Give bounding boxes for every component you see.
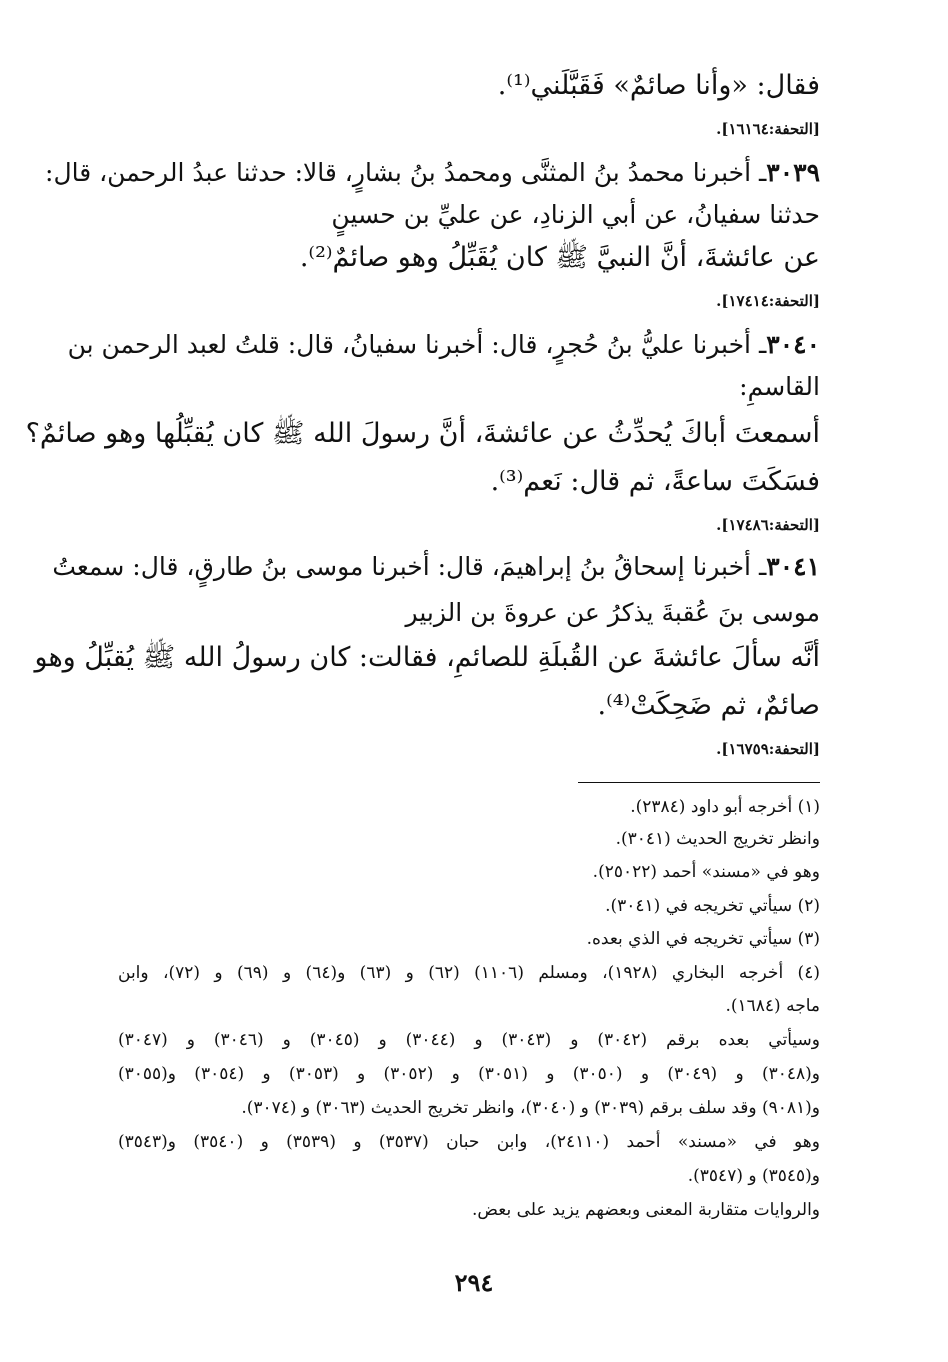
footnote-line: ماجه (١٦٨٤).	[725, 996, 820, 1016]
hadith-number: ٣٠٣٩	[766, 158, 820, 187]
text-line: ـ أخبرنا عليُّ بنُ حُجرٍ، قال: أخبرنا سفيانُ، قال: قلتُ لعبد الرحمن بن	[67, 330, 767, 359]
tuhfa-reference: [التحفة:١٦١٦٤].	[716, 120, 820, 138]
hadith-3039-heading	[45, 158, 820, 188]
footnote-line: و(٣٥٤٥) و (٣٥٤٧).	[687, 1166, 820, 1186]
footnote-line: و(٣٠٤٨) و (٣٠٤٩) و (٣٠٥٠) و (٣٠٥١) و (٣٠٥٢) و (٣٠٥٣) و (٣٠٥٤) و(٣٠٥٥)	[118, 1064, 820, 1084]
matn-line: عن عائشةَ، أنَّ النبيَّ ﷺ كان يُقَبِّلُ وهو صائمٌ⁽²⁾.	[299, 242, 820, 273]
text-line: القاسمِ:	[739, 372, 820, 401]
tuhfa-reference: [التحفة:١٧٤٨٦].	[716, 516, 820, 534]
footnote-line: (١) أخرجه أبو داود (٢٣٨٤).	[630, 797, 820, 817]
footnote-line: (٣) سيأتي تخريجه في الذي بعده.	[586, 929, 820, 949]
text-line: ـ أخبرنا إسحاقُ بنُ إبراهيمَ، قال: أخبرنا موسى بنُ طارقٍ، قال: سمعتُ	[52, 552, 767, 581]
matn-line: أنَّه سألَ عائشةَ عن القُبلَةِ للصائمِ، فقالت: كان رسولُ الله ﷺ يُقبِّلُ وهو	[34, 642, 820, 673]
footnote-separator	[578, 782, 820, 783]
hadith-number: ٣٠٤١	[766, 552, 820, 581]
text-line: فقال: «وأنا صائمٌ» فَقَبَّلَني⁽¹⁾.	[497, 70, 820, 101]
tuhfa-reference: [التحفة:١٦٧٥٩].	[716, 740, 820, 758]
hadith-number: ٣٠٤٠	[766, 330, 820, 359]
matn-line: صائمٌ، ثم ضَحِكَتْ⁽⁴⁾.	[597, 690, 820, 721]
footnote-line: والروايات متقاربة المعنى وبعضهم يزيد على بعض.	[472, 1200, 820, 1220]
footnote-line: و(٩٠٨١) وقد سلف برقم (٣٠٣٩) و (٣٠٤٠)، وانظر تخريج الحديث (٣٠٦٣) و (٣٠٧٤).	[241, 1098, 820, 1118]
footnote-line: وهو في «مسند» أحمد (٢٤١١٠)، وابن حبان (٣٥٣٧) و (٣٥٣٩) و (٣٥٤٠) و(٣٥٤٣)	[118, 1132, 820, 1152]
hadith-3041-heading	[52, 552, 820, 582]
text-line: حدثنا سفيانُ، عن أبي الزنادِ، عن عليِّ بن حسينٍ	[331, 200, 820, 229]
text-line: موسى بنَ عُقبةَ يذكرُ عن عروةَ بن الزبير	[405, 598, 820, 627]
text-line: ـ أخبرنا محمدُ بنُ المثنَّى ومحمدُ بنُ بشارٍ، قالا: حدثنا عبدُ الرحمن، قال:	[45, 158, 767, 187]
page-number: ٢٩٤	[454, 1268, 494, 1297]
hadith-3040-heading	[67, 330, 820, 360]
matn-line: أسمعتَ أباكَ يُحدِّثُ عن عائشةَ، أنَّ رسولَ الله ﷺ كان يُقبِّلُها وهو صائمٌ؟	[25, 418, 820, 449]
footnote-line: وانظر تخريج الحديث (٣٠٤١).	[615, 829, 820, 849]
footnote-line: وسيأتي بعده برقم (٣٠٤٢) و (٣٠٤٣) و (٣٠٤٤) و (٣٠٤٥) و (٣٠٤٦) و (٣٠٤٧)	[118, 1030, 820, 1050]
footnote-line: (٤) أخرجه البخاري (١٩٢٨)، ومسلم (١١٠٦) (٦٢) و (٦٣) و(٦٤) و (٦٩) و (٧٢)، وابن	[118, 963, 820, 983]
matn-line: فسَكَتَ ساعةً، ثم قال: نَعم⁽³⁾.	[490, 466, 820, 497]
footnote-line: وهو في «مسند» أحمد (٢٥٠٢٢).	[592, 862, 820, 882]
tuhfa-reference: [التحفة:١٧٤١٤].	[716, 292, 820, 310]
footnote-line: (٢) سيأتي تخريجه في (٣٠٤١).	[605, 896, 820, 916]
